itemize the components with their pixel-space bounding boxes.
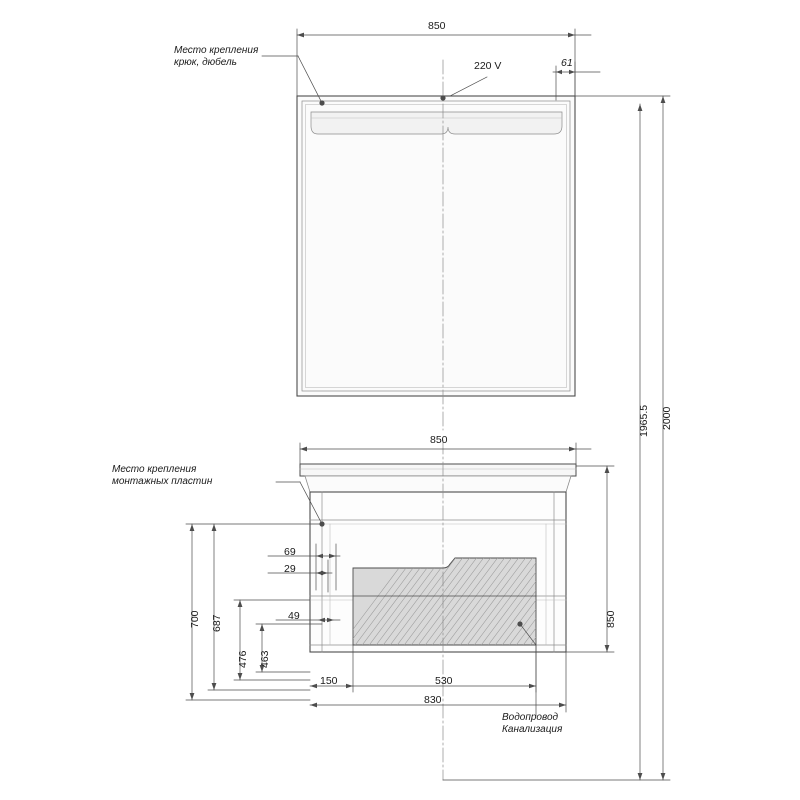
- note-water-sewer-line1: Водопровод: [502, 712, 559, 723]
- dim-cabinet-width: 850: [430, 434, 448, 446]
- dim-150: 150: [320, 675, 338, 687]
- dim-49: 49: [288, 610, 300, 622]
- dim-total-height: 2000: [661, 406, 673, 430]
- note-hook-dowel-line1: Место крепления: [174, 45, 259, 56]
- dim-530: 530: [435, 675, 453, 687]
- note-mounting-plates-line2: монтажных пластин: [112, 476, 213, 487]
- dim-29: 29: [284, 563, 296, 575]
- note-hook-dowel-line2: крюк, дюбель: [174, 57, 237, 68]
- dim-463: 463: [259, 650, 271, 668]
- dim-476: 476: [237, 650, 249, 668]
- note-water-sewer-line2: Канализация: [502, 724, 563, 735]
- dim-69: 69: [284, 546, 296, 558]
- dim-cabinet-inner-width: 830: [424, 694, 442, 706]
- note-hook-dowel: [174, 45, 258, 69]
- dim-cabinet-height: 850: [605, 610, 617, 628]
- dim-offset-61: 61: [561, 57, 573, 69]
- dim-mirror-width: 850: [428, 20, 446, 32]
- dim-687: 687: [211, 614, 223, 632]
- dim-power-220v: 220 V: [474, 60, 502, 72]
- dim-700: 700: [189, 610, 201, 628]
- note-water-sewer: [502, 712, 562, 736]
- dim-mirror-top-height: 1965.5: [638, 404, 650, 437]
- note-mounting-plates: [112, 464, 212, 488]
- note-mounting-plates-line1: Место крепления: [112, 464, 197, 475]
